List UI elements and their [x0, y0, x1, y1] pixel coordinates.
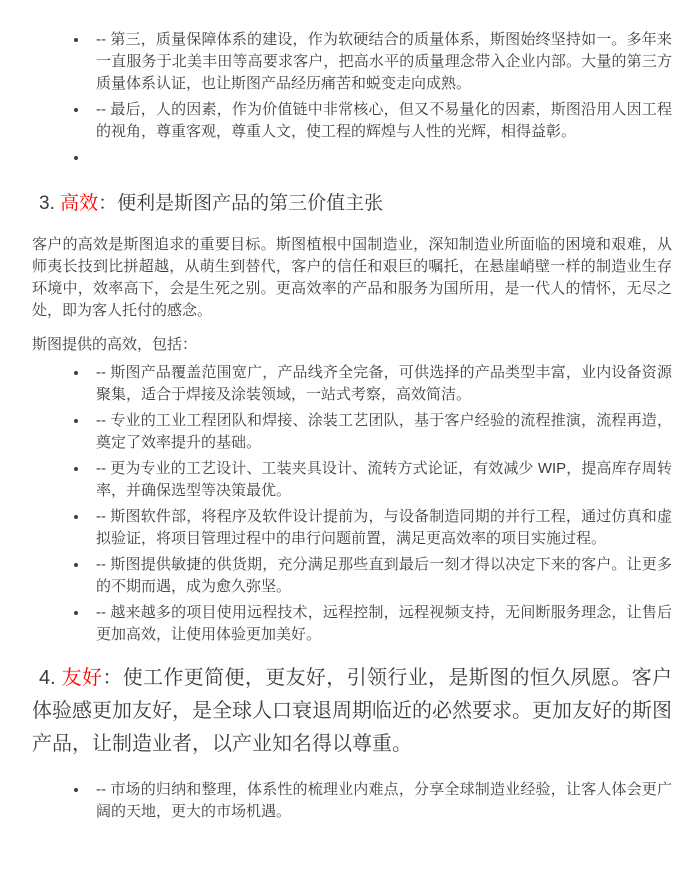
list-item-text: -- 更为专业的工艺设计、工装夹具设计、流转方式论证，有效减少 WIP，提高库存周转率，并确保选型等决策最优。 — [96, 460, 672, 499]
list-item — [96, 602, 672, 646]
list-item — [96, 506, 672, 550]
section-3-heading — [32, 191, 672, 217]
list-item-text: -- 斯图产品覆盖范围宽广，产品线齐全完备，可供选择的产品类型丰富，业内设备资源聚集，适合于焊接及涂装领域，一站式考察，高效简洁。 — [96, 364, 672, 403]
friendly-bullet-list — [32, 779, 672, 823]
list-item-text: -- 专业的工业工程团队和焊接、涂装工艺团队，基于客户经验的流程推演，流程再造，奠定了效率提升的基础。 — [96, 412, 672, 451]
list-item-text: -- 最后，人的因素，作为价值链中非常核心，但又不易量化的因素，斯图沿用人因工程的视角，尊重客观，尊重人文，使工程的辉煌与人性的光辉，相得益彰。 — [96, 101, 672, 140]
list-item-text: -- 第三，质量保障体系的建设，作为软硬结合的质量体系，斯图始终坚持如一。多年来一直服务于北美丰田等高要求客户，把高水平的质量理念带入企业内部。大量的第三方质量体系认证，也让斯图产品经历痛苦和蜕变走向成熟。 — [96, 31, 672, 92]
list-item-text: -- 斯图提供敏捷的供货期，充分满足那些直到最后一刻才得以决定下来的客户。让更多的不期而遇，成为愈久弥坚。 — [96, 556, 672, 595]
efficiency-bullet-list — [32, 362, 672, 646]
section-4-heading — [32, 662, 672, 761]
list-item-text: -- 斯图软件部，将程序及软件设计提前为，与设备制造同期的并行工程，通过仿真和虚拟验证，将项目管理过程中的串行问题前置，满足更高效率的项目实施过程。 — [96, 508, 672, 547]
list-item — [96, 779, 672, 823]
section-4-heading-rest: ：使工作更简便，更友好，引领行业，是斯图的恒久夙愿。客户体验感更加友好，是全球人口衰退周期临近的必然要求。更加友好的斯图产品，让制造业者，以产业知名得以尊重。 — [32, 667, 673, 755]
section-3-lead-in: 斯图提供的高效，包括： — [32, 336, 198, 353]
section-3-keyword: 高效 — [60, 193, 99, 214]
quality-bullet-list — [32, 29, 672, 169]
section-4-number: 4. — [39, 667, 62, 689]
list-item — [96, 554, 672, 598]
list-item — [96, 362, 672, 406]
list-item — [96, 29, 672, 95]
section-3-paragraph: 客户的高效是斯图追求的重要目标。斯图植根中国制造业，深知制造业所面临的困境和艰难，从师夷长技到比拼超越，从萌生到替代，客户的信任和艰巨的嘱托，在悬崖峭壁一样的制造业生存环境中，效率高下，会是生死之别。更高效率的产品和服务为国所用，是一代人的情怀，无尽之处，即为客人托付的感念。 — [32, 236, 672, 319]
list-item — [96, 458, 672, 502]
section-4-keyword: 友好 — [61, 667, 103, 689]
section-3-number: 3. — [39, 193, 61, 214]
list-item — [96, 410, 672, 454]
section-3-heading-rest: ：便利是斯图产品的第三价值主张 — [98, 193, 384, 214]
list-item-empty — [96, 147, 672, 169]
list-item-text: -- 市场的归纳和整理，体系性的梳理业内难点，分享全球制造业经验，让客人体会更广阔的天地，更大的市场机遇。 — [96, 781, 672, 820]
list-item-text: -- 越来越多的项目使用远程技术，远程控制，远程视频支持，无间断服务理念，让售后更加高效，让使用体验更加美好。 — [96, 604, 672, 643]
list-item — [96, 99, 672, 143]
